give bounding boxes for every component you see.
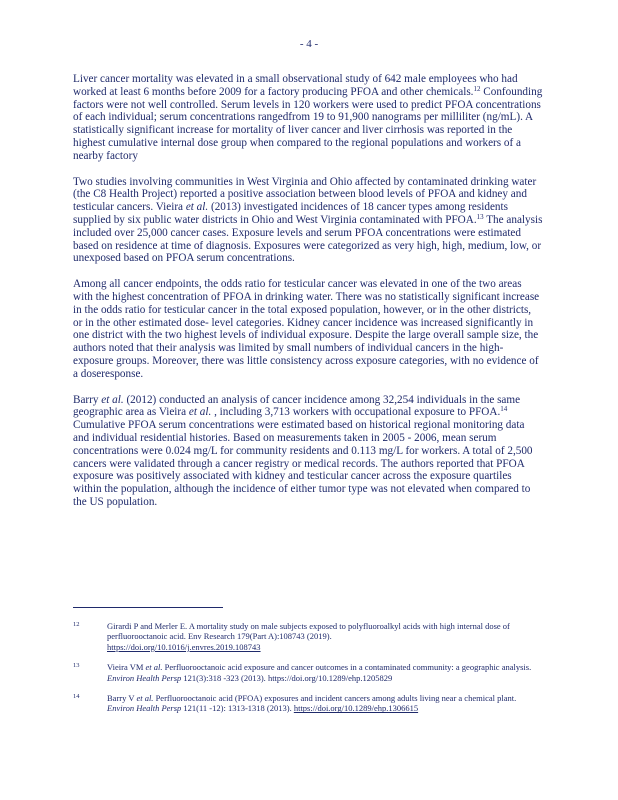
paragraph-liver-cancer [73,73,543,163]
footnote-mark: 13 [73,662,80,670]
footnote-text: Barry V [107,693,137,704]
footnote-text: Vieira VM [107,662,146,673]
footnote-ref-12[interactable]: 12 [473,84,481,93]
et-al: et al. [185,201,209,214]
paragraph-text: (2012) conducted an analysis of cancer incidence among 32,254 individuals in the same geographic area as Vieira [73,393,521,419]
et-al: et al. [101,393,124,406]
paragraph-text: Cumulative PFOA serum concentrations were estimated based on historical regional monitoring data and individual residential histories. Based on measurements taken in 2005 - 2006, mean serum concentrations were 0.024 mg/L for community residents and 0.113 mg/L for workers. A total of 2,500 cancers were validated through a cancer registry or medical records. The authors reported that PFOA exposure was positively associated with kidney and testicular cancer across the exposure quartiles within the population, although the incidence of either tumor type was not elevated when compared to the US population. [73,419,533,508]
footnote-text: Girardi P and Merler E. A mortality study on male subjects exposed to polyfluoroalkyl acids with high internal dose of perfluorooctanoic acid. Env Research 179(Part A):108743 (2019). [107,621,510,642]
footnote-doi-link[interactable]: https://doi.org/10.1289/ehp.1306615 [293,703,419,714]
footnote-text: Perfluorooctanoic acid (PFOA) exposures and incident cancers among adults living near a chemical plant. [153,693,517,704]
paragraph-text: Two studies involving communities in West Virginia and Ohio affected by contaminated drinking water (the C8 Health Project) reported a positive association between blood levels of PFOA and kidney and testicular cancers. Vieira [73,175,537,214]
paragraph-two-studies [73,176,543,266]
paragraph-barry [73,394,543,509]
footnote-text: 121(3):318 -323 (2013). [181,672,268,683]
paragraph-text: The analysis included over 25,000 cancer cases. Exposure levels and serum PFOA concentrations were estimated based on residence at time of diagnosis. Exposures were categorized as very high, high, medium, low, or unexposed based on PFOA serum concentrations. [73,213,543,265]
footnote-ref-13[interactable]: 13 [476,212,484,221]
footnote-doi-link[interactable]: https://doi.org/10.1289/ehp.1205829 [267,672,393,683]
footnote-text: Perfluorooctanoic acid exposure and cancer outcomes in a contaminated community: a geographic analysis. [162,662,532,673]
paragraph-text: , including 3,713 workers with occupational exposure to PFOA. [211,406,501,419]
footnote-12 [73,621,543,652]
footnote-mark: 14 [73,693,80,701]
paragraph-cancer-endpoints: Among all cancer endpoints, the odds ratio for testicular cancer was elevated in one of the two areas with the highest concentration of PFOA in drinking water. There was no statistically significant increase in the odds ratio for testicular cancer in the total exposed population, however, or in the other districts, or in the other estimated dose- level categories. Kidney cancer incidence was increased significantly in one district with the two highest levels of individual exposure. Despite the large overall sample size, the authors noted that their analysis was limited by small numbers of individual cancers in the high-exposure groups. Moreover, there was little consistency across exposure categories, with no evidence of a doseresponse. [73,278,540,380]
journal-name: Environ Health Persp [107,672,182,683]
paragraph-text: (2013) investigated incidences of 18 cancer types among residents supplied by six public water districts in Ohio and West Virginia contaminated with PFOA. [73,201,508,226]
page-number: - 4 - [299,38,319,50]
footnote-mark: 12 [73,621,80,628]
footnotes [73,621,543,724]
paragraph-text: Liver cancer mortality was elevated in a small observational study of 642 male employees who had worked at least 6 months before 2009 for a factory producing PFOA and other chemicals. [73,73,518,98]
footnote-text: 121(11 -12): 1313-1318 (2013). [181,703,294,714]
et-al: et al. [136,693,154,704]
et-al: et al. [145,662,163,673]
footnote-14 [73,693,543,714]
footnote-divider [73,607,223,608]
footnote-doi-link[interactable]: https://doi.org/10.1016/j.envres.2019.108743 [107,641,261,652]
et-al: et al. [188,406,212,419]
paragraph-text: Confounding factors were not well controlled. Serum levels in 120 workers were used to predict PFOA concentrations of each individual; serum concentrations rangedfrom 19 to 91,900 nanograms per milliliter (ng/mL). A statistically significant increase for mortality of liver cancer and liver cirrhosis was reported in the highest cumulative internal dose group when compared to the regional populations and workers of a nearby factory [73,85,543,162]
body-text [73,73,543,528]
footnote-13 [73,662,543,683]
footnote-ref-14[interactable]: 14 [500,405,508,414]
paragraph-text: Barry [73,393,102,406]
journal-name: Environ Health Persp [107,703,182,714]
